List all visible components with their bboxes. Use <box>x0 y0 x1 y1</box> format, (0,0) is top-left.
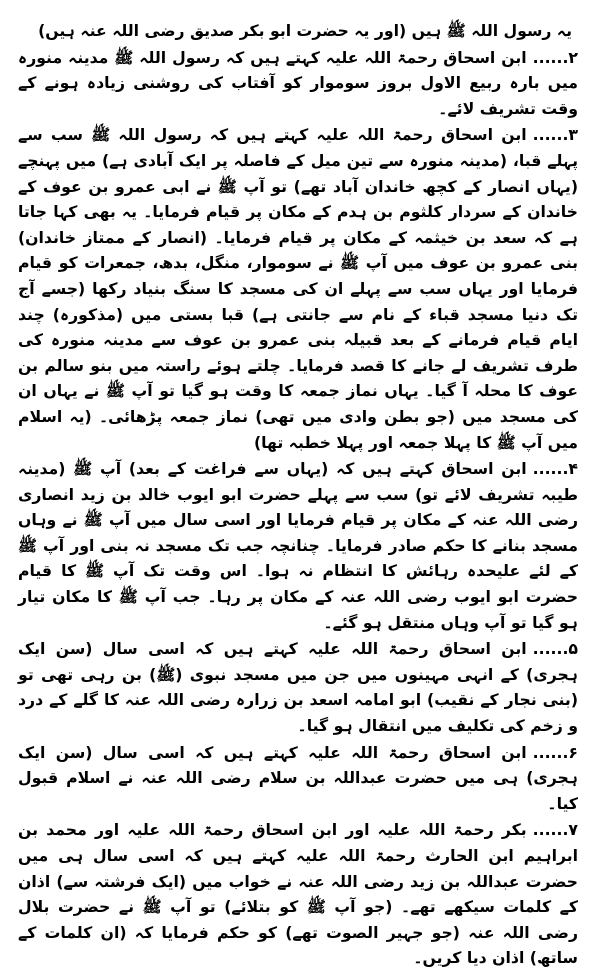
paragraph-6 <box>18 740 578 817</box>
paragraph-text: ابن اسحاق رحمۃ اللہ علیہ کہتے ہیں کہ رسول اللہ ﷺ مدینہ منورہ میں بارہ ربیع الاول بروز سوموار کو آفتاب کی روشنی زیادہ ہونے کے وقت تشریف لائے۔ <box>18 47 578 118</box>
paragraph-2 <box>18 45 578 122</box>
paragraph-text: ابن اسحاق رحمۃ اللہ علیہ کہتے ہیں کہ اسی سال (سن ایک ہجری) کے انہی مہینوں میں جن میں مسجد نبوی (ﷺ) بن رہی تھی تو (بنی نجار کے نقیب) ابو امامہ اسعد بن زرارہ رضی اللہ عنہ کا گلے کے درد و زخم کی تکلیف میں انتقال ہو گیا۔ <box>18 639 578 736</box>
paragraph-number: ۶...... <box>532 742 578 762</box>
paragraph-text: بکر رحمۃ اللہ علیہ اور ابن اسحاق رحمۃ اللہ علیہ اور محمد بن ابراہیم ابن الحارث رحمۃ اللہ علیہ کہتے ہیں کہ اسی سال ہی میں حضرت عبداللہ بن زید رضی اللہ عنہ نے خواب میں (ایک فرشتہ سے) اذان کے کلمات سیکھے تھے۔ (جو آپ ﷺ کو بتلائے) تو آپ ﷺ نے حضرت بلال رضی اللہ عنہ (جو جہیر الصوت تھے) کو حکم فرمایا کہ (ان کلمات کے ساتھ) اذان دیا کریں۔ <box>18 820 578 968</box>
paragraph-7 <box>18 817 578 971</box>
paragraph-text: ابن اسحاق کہتے ہیں کہ (یہاں سے فراغت کے بعد) آپ ﷺ (مدینہ طیبہ تشریف لائے تو) سب سے پہلے حضرت ابو ایوب خالد بن زید انصاری رضی اللہ عنہ کے مکان پر قیام فرمایا اور اسی سال میں آپ ﷺ نے وہاں مسجد بنانے کا حکم صادر فرمایا۔ چنانچہ جب تک مسجد نہ بنی اور آپ ﷺ کے لئے علیحدہ رہائش کا انتظام نہ ہوا۔ اس وقت تک آپ ﷺ کا قیام حضرت ابو ایوب رضی اللہ عنہ کے مکان پر رہا۔ جب آپ ﷺ کا مکان تیار ہو گیا تو آپ وہاں منتقل ہو گئے۔ <box>18 459 578 632</box>
paragraph-number: ۲...... <box>532 47 578 67</box>
paragraph-number: ۷...... <box>532 820 578 840</box>
document-page <box>18 18 578 968</box>
paragraph-5 <box>18 636 578 738</box>
paragraph-text: یہ رسول اللہ ﷺ ہیں (اور یہ حضرت ابو بکر صدیق رضی اللہ عنہ ہیں) <box>38 21 572 40</box>
paragraph-4 <box>18 456 578 635</box>
paragraph-number: ۵...... <box>532 639 578 659</box>
paragraph-text: ابن اسحاق رحمۃ اللہ علیہ کہتے ہیں کہ اسی سال (سن ایک ہجری) ہی میں حضرت عبداللہ بن سلام رضی اللہ عنہ نے اسلام قبول کیا۔ <box>18 742 578 813</box>
paragraph-1 <box>18 18 578 44</box>
paragraph-number: ۳...... <box>532 125 578 145</box>
paragraph-text: ابن اسحاق رحمۃ اللہ علیہ کہتے ہیں کہ رسول اللہ ﷺ سب سے پہلے قبا، (مدینہ منورہ سے تین میل کے فاصلہ پر ایک آبادی ہے) میں پہنچے (یہاں انصار کے کچھ خاندان آباد تھے) تو آپ ﷺ نے ابی عمرو بن عوف کے خاندان کے سردار کلثوم بن ہدم کے مکان پر قیام فرمایا۔ یہ بھی کہا جاتا ہے کہ سعد بن خیثمہ کے مکان پر قیام فرمایا۔ (انصار کے ممتاز خاندان) بنی عمرو بن عوف میں آپ ﷺ نے سوموار، منگل، بدھ، جمعرات کو قیام فرمایا اور یہاں سب سے پہلے ان کی مسجد کا سنگ بنیاد رکھا (جسے آج تک دنیا مسجد قباء کے نام سے جانتی ہے) قبا بستی میں (مذکورہ) چند ایام قیام فرمانے کے بعد قبیلہ بنی عمرو بن عوف سے مدینہ منورہ کی طرف تشریف لے جانے کا قصد فرمایا۔ چلتے ہوئے راستہ میں بنو سالم بن عوف کا محلہ آ گیا۔ یہاں نماز جمعہ کا وقت ہو گیا تو آپ ﷺ نے یہاں ان کی مسجد میں (جو بطن وادی میں تھی) نماز جمعہ پڑھائی۔ (یہ اسلام میں آپ ﷺ کا پہلا جمعہ اور پہلا خطبہ تھا) <box>18 125 578 452</box>
paragraph-number: ۴...... <box>532 459 578 479</box>
paragraph-3 <box>18 122 578 455</box>
